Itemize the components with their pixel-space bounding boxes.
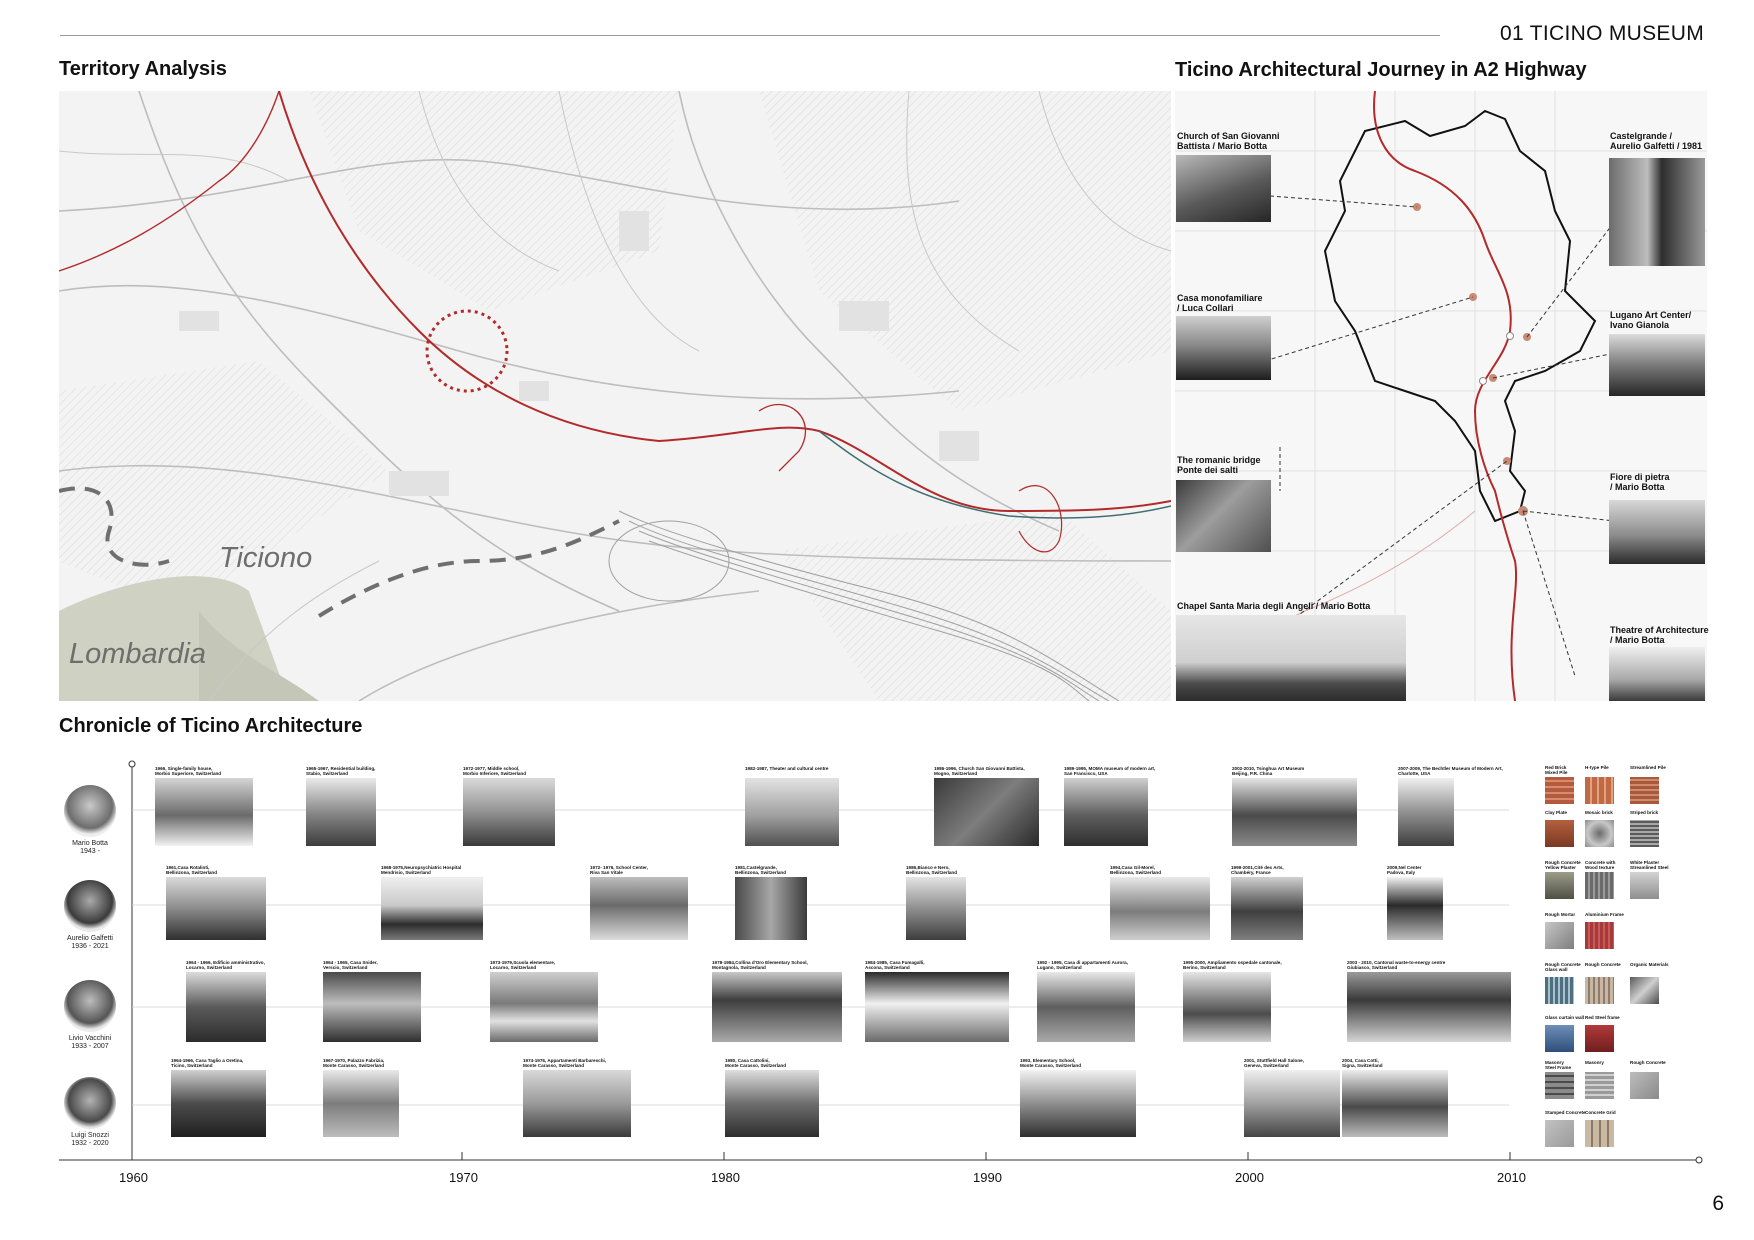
material-caption: Rough Mortar [1545,912,1576,917]
year-1990: 1990 [973,1170,1002,1185]
journey-title: Ticino Architectural Journey in A2 Highway [1175,59,1587,81]
work-photo [590,877,688,940]
work-caption: 2003 - 2010, Cantonal waste-to-energy centre Giubiasco, Switzerland [1347,960,1446,971]
work-photo [1037,972,1135,1042]
year-1980: 1980 [711,1170,740,1185]
work-photo [463,778,555,846]
material-swatch [1545,922,1574,949]
header-rule [60,35,1440,36]
work-caption: 1964 - 1966, Edificio amministrativo, Locarno, Switzerland [186,960,265,971]
work-caption: 1981,Castelgrande, Bellinzona, Switzerland [735,865,787,876]
work-caption: 2007-2009, The Bechtler Museum of Modern Art, Charlotte, USA [1398,766,1503,777]
architect-livio-vacchini: Livio Vacchini 1933 - 2007 [68,1035,112,1050]
work-photo [306,778,376,846]
work-photo [1110,877,1210,940]
territory-map [59,91,1171,701]
work-caption: 2001, Stuttfield Hall Salone, Geneva, Switzerland [1244,1058,1304,1069]
journey-label-theatre: Theatre of Architecture / Mario Botta [1610,625,1709,645]
work-caption: 1994,Casa Gil-Morel, Bellinzona, Switzerland [1110,865,1162,876]
work-caption: 1972-1977, Middle school, Morbio Inferiore, Switzerland [463,766,527,777]
work-photo [745,778,839,846]
map-label-ticino: Ticiono [219,542,313,574]
page-number: 6 [1712,1192,1724,1215]
photo-santa-maria [1176,615,1406,701]
journey-label-fiore-di-pietra: Fiore di pietra / Mario Botta [1610,472,1670,492]
work-caption: 1986,Bianco e Nero, Bellinzona, Switzerland [906,865,958,876]
work-photo [323,1070,399,1137]
work-photo [1347,972,1511,1042]
work-caption: 2002-2010, Tsinghua Art Museum Beijing, P.R. China [1232,766,1305,777]
work-photo [166,877,266,940]
material-swatch [1545,872,1574,899]
work-caption: 1984-1985, Casa Fumagalli, Ascona, Switzerland [865,960,925,971]
work-photo [1064,778,1148,846]
work-caption: 1980, Casa Cattolini, Monte Carasso, Switzerland [725,1058,787,1069]
work-photo [1398,778,1454,846]
work-caption: 1995-2000, Ampliamento ospedale cantonale, Berino, Switzerland [1183,960,1282,971]
material-swatch [1585,872,1614,899]
work-photo [1020,1070,1136,1137]
material-caption: Red Brick Mixed Pile [1545,765,1568,776]
architect-mario-botta: Mario Botta 1943 - [72,840,108,855]
journey-label-san-giovanni: Church of San Giovanni Battista / Mario Botta [1177,131,1280,151]
work-photo [490,972,598,1042]
material-swatch [1545,777,1574,804]
material-swatch [1585,1072,1614,1099]
material-caption: Mosaic brick [1585,810,1613,815]
material-swatch [1545,1025,1574,1052]
material-caption: Masonry [1585,1060,1604,1065]
photo-casa-monofamiliare [1176,316,1271,380]
journey-label-romanic-bridge: The romanic bridge Ponte dei salti [1177,455,1261,475]
material-caption: Streamlined Pile [1630,765,1666,770]
year-1960: 1960 [119,1170,148,1185]
work-caption: 1972- 1976, School Center, Riva San Vitale [590,865,648,876]
work-caption: 1974-1976, Appartamenti Barbareschi, Monte Carasso, Switzerland [523,1058,607,1069]
materials-legend [1545,765,1715,1165]
material-caption: Concrete with Wood texture [1585,860,1616,871]
work-photo [1387,877,1443,940]
avatar-livio-vacchini [64,980,116,1032]
material-swatch [1630,820,1659,847]
photo-fiore-di-pietra [1609,500,1705,564]
work-caption: 1965-1967, Residential building, Stabio, Switzerland [306,766,376,777]
work-photo [906,877,966,940]
material-caption: Stamped Concrete [1545,1110,1586,1115]
work-photo [934,778,1039,846]
material-swatch [1585,777,1614,804]
material-swatch [1585,1120,1614,1147]
material-caption: Striped brick [1630,810,1659,815]
photo-romanic-bridge [1176,480,1271,552]
work-caption: 1999-2001,Cité des Arts, Chambéry, France [1231,865,1284,876]
work-caption: 1978-1984,Collina d'Oro Elementary School, Montagnola, Switzerland [712,960,808,971]
work-caption: 1993, Elementary School, Monte Carasso, Switzerland [1020,1058,1082,1069]
chronicle-title: Chronicle of Ticino Architecture [59,715,363,737]
material-caption: Organic Materials [1630,962,1669,967]
material-swatch [1585,922,1614,949]
work-caption: 1964 - 1965, Casa Snider, Verscio, Switzerland [323,960,378,971]
work-photo [171,1070,266,1137]
work-photo [725,1070,819,1137]
photo-san-giovanni [1176,155,1271,222]
work-caption: 2004, Casa Cotti, Signa, Switzerland [1342,1058,1383,1069]
material-swatch [1545,977,1574,1004]
work-photo [381,877,483,940]
material-caption: Rough Concrete [1585,962,1621,967]
work-caption: 1966, Single-family house, Morbio Superiore, Switzerland [155,766,222,777]
territory-title: Territory Analysis [59,58,227,80]
journey-label-casa-monofamiliare: Casa monofamiliare / Luca Collari [1177,293,1263,313]
work-photo [735,877,807,940]
material-swatch [1630,777,1659,804]
work-photo [1342,1070,1448,1137]
avatar-aurelio-galfetti [64,880,116,932]
photo-castelgrande [1609,158,1705,266]
work-caption: 1992 - 1995, Casa di appartamenti Aurora, Lugano, Switzerland [1037,960,1128,971]
work-caption: 1982-1987, Theater and cultural centre [745,766,829,771]
material-caption: Masonry Steel Frame [1545,1060,1572,1071]
journey-label-lugano-art-center: Lugano Art Center/ Ivano Gianola [1610,310,1692,330]
material-caption: Rough Concrete [1630,1060,1666,1065]
material-caption: Clay Plate [1545,810,1567,815]
journey-label-castelgrande: Castelgrande / Aurelio Galfetti / 1981 [1610,131,1703,151]
material-swatch [1630,1072,1659,1099]
work-caption: 1961,Casa Rotalinti, Bellinzona, Switzerland [166,865,218,876]
material-caption: Concrete Grid [1585,1110,1616,1115]
work-caption: 1964-1966, Casa Taglio a Oretina, Ticino, Switzerland [171,1058,244,1069]
work-photo [155,778,253,846]
work-caption: 2009,Nel Center Padova, Italy [1387,865,1422,876]
material-swatch [1585,1025,1614,1052]
photo-lugano-art-center [1609,334,1705,396]
work-caption: 1968-1975,Neuropsychiatric Hospital Mendrisio, Switzerland [381,865,462,876]
work-photo [1244,1070,1340,1137]
work-photo [1231,877,1303,940]
work-caption: 1967-1970, Palazzo Fabrizia, Monte Carasso, Switzerland [323,1058,385,1069]
year-1970: 1970 [449,1170,478,1185]
material-caption: Red Steel frame [1585,1015,1620,1020]
architect-aurelio-galfetti: Aurelio Galfetti 1936 - 2021 [67,935,113,950]
material-caption: White Plaster Streamlined Steel [1630,860,1669,871]
architect-luigi-snozzi: Luigi Snozzi 1932 - 2020 [71,1132,109,1147]
journey-label-santa-maria: Chapel Santa Maria degli Angeli / Mario Botta [1177,601,1371,611]
material-swatch [1545,1120,1574,1147]
work-caption: 1973-1979,Scuola elementare, Locarno, Switzerland [490,960,556,971]
year-2000: 2000 [1235,1170,1264,1185]
material-caption: Rough Concrete Glass wall [1545,962,1581,973]
material-caption: Aluminium Frame [1585,912,1624,917]
chronicle-timeline [59,745,1709,1215]
work-photo [1232,778,1357,846]
avatar-luigi-snozzi [64,1077,116,1129]
material-swatch [1585,820,1614,847]
work-photo [186,972,266,1042]
work-photo [712,972,842,1042]
material-swatch [1630,977,1659,1004]
map-label-lombardia: Lombardia [69,638,207,670]
avatar-mario-botta [64,785,116,837]
work-photo [523,1070,631,1137]
material-swatch [1585,977,1614,1004]
work-photo [865,972,1009,1042]
work-photo [323,972,421,1042]
work-photo [1183,972,1271,1042]
material-caption: Glass curtain wall [1545,1015,1585,1020]
year-2010: 2010 [1497,1170,1526,1185]
work-caption: 1986-1996, Church San Giovanni Battista, Mogno, Switzerland [934,766,1025,777]
material-swatch [1545,820,1574,847]
work-caption: 1989-1995, MOMA museum of modern art, San Francisco, USA [1064,766,1156,777]
territory-map-svg [59,91,1171,701]
project-title: 01 TICINO MUSEUM [1500,22,1704,45]
photo-theatre [1609,647,1705,701]
material-caption: Rough Concrete Yellow Plaster [1545,860,1581,871]
material-swatch [1630,872,1659,899]
material-caption: H-type Pile [1585,765,1609,770]
material-swatch [1545,1072,1574,1099]
